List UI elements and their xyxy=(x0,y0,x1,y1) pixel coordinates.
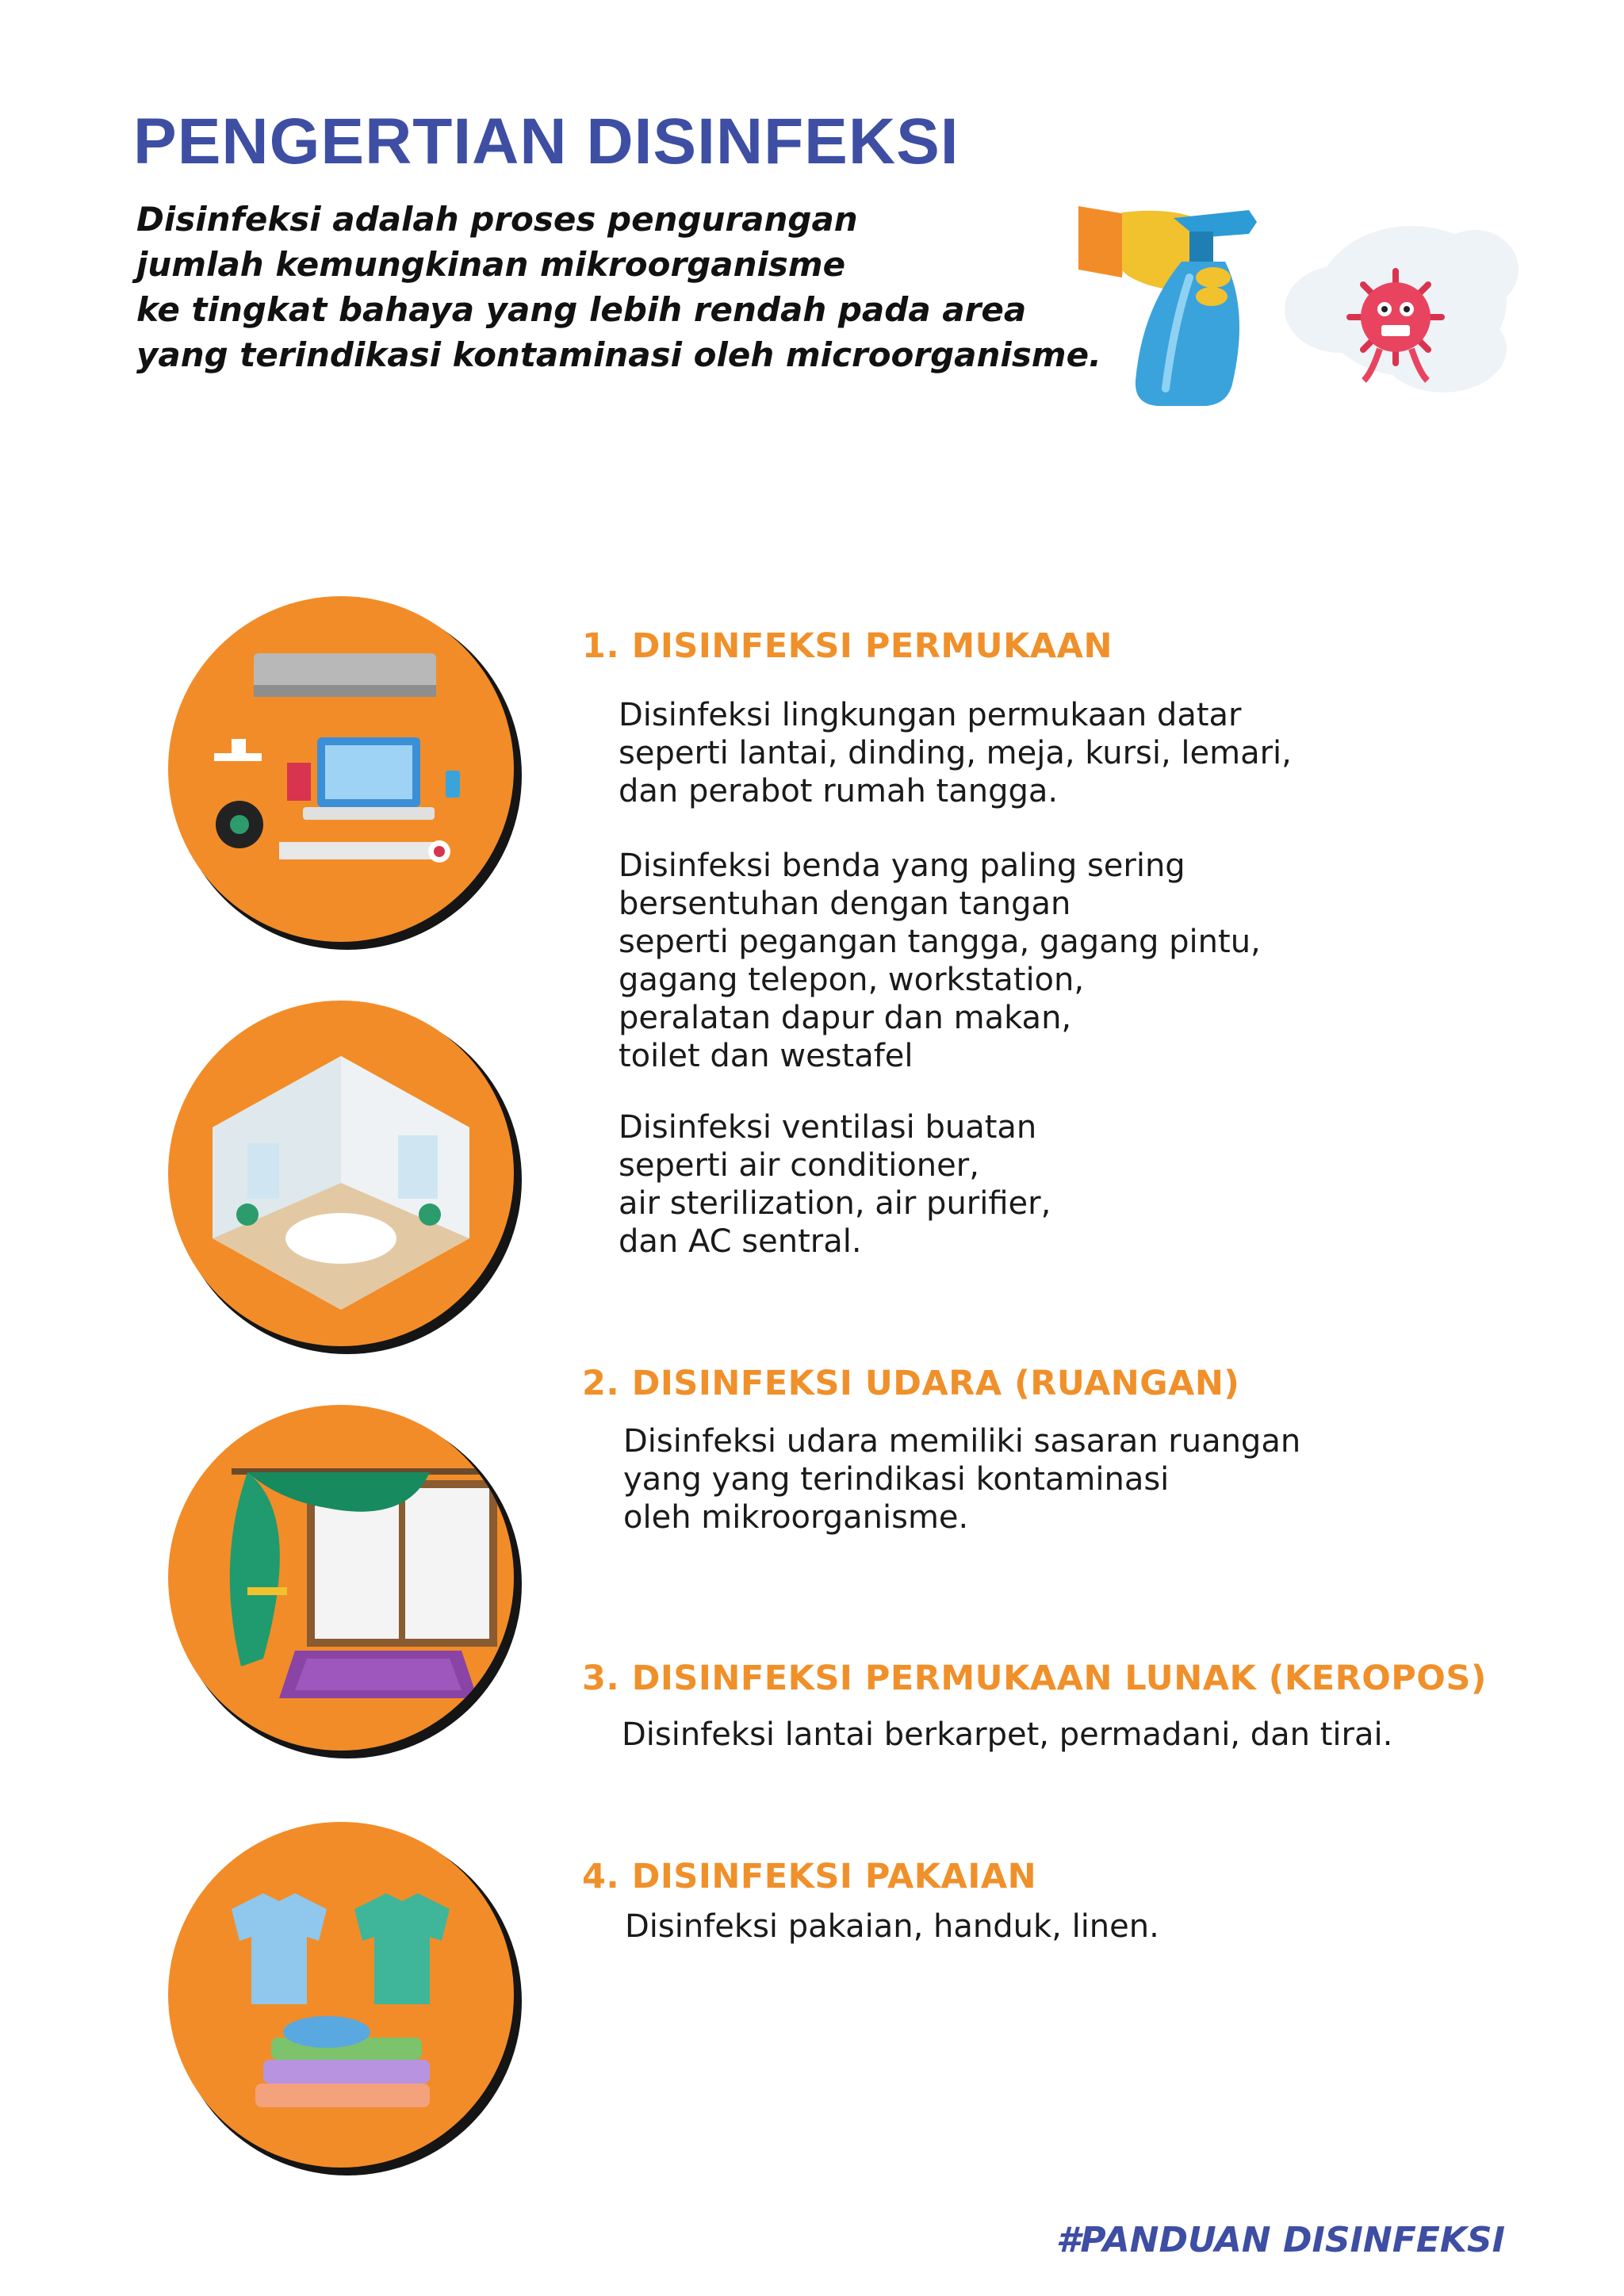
paragraph-line: yang yang terindikasi kontaminasi xyxy=(623,1461,1170,1498)
clothes-towels-icon xyxy=(168,1822,514,2168)
section-heading-udara: 2. DISINFEKSI UDARA (RUANGAN) xyxy=(582,1364,1240,1403)
paragraph-line: Disinfeksi lingkungan permukaan datar xyxy=(619,697,1242,733)
section-paragraph xyxy=(619,1108,1051,1261)
section-heading-pakaian: 4. DISINFEKSI PAKAIAN xyxy=(582,1857,1037,1896)
office-items-icon xyxy=(168,596,514,942)
intro-line: Disinfeksi adalah proses pengurangan xyxy=(136,200,858,239)
paragraph-line: dan perabot rumah tangga. xyxy=(619,773,1059,809)
footer-hashtag: #PANDUAN DISINFEKSI xyxy=(1055,2220,1505,2260)
section-paragraph xyxy=(625,1908,1159,1946)
section-paragraph xyxy=(619,847,1261,1075)
paragraph-line: seperti air conditioner, xyxy=(619,1147,979,1184)
section-paragraph xyxy=(622,1716,1392,1754)
section-paragraph xyxy=(623,1422,1300,1536)
room-interior-icon xyxy=(168,1001,514,1346)
paragraph-line: Disinfeksi udara memiliki sasaran ruangan xyxy=(623,1423,1301,1460)
section-heading-permukaan-lunak: 3. DISINFEKSI PERMUKAAN LUNAK (KEROPOS) xyxy=(582,1659,1487,1698)
paragraph-line: seperti lantai, dinding, meja, kursi, lemari, xyxy=(619,735,1292,771)
paragraph-line: toilet dan westafel xyxy=(619,1038,914,1074)
paragraph-line: Disinfeksi benda yang paling sering xyxy=(619,848,1185,884)
paragraph-line: oleh mikroorganisme. xyxy=(623,1499,969,1536)
paragraph-line: Disinfeksi lantai berkarpet, permadani, dan tirai. xyxy=(622,1716,1393,1753)
paragraph-line: Disinfeksi ventilasi buatan xyxy=(619,1109,1037,1146)
intro-line: yang terindikasi kontaminasi oleh microorganisme. xyxy=(136,335,1102,374)
spray-bottle-virus-icon xyxy=(1078,190,1522,428)
intro-line: ke tingkat bahaya yang lebih rendah pada area xyxy=(136,290,1027,329)
section-paragraph xyxy=(619,696,1292,810)
paragraph-line: air sterilization, air purifier, xyxy=(619,1185,1051,1222)
section-heading-permukaan: 1. DISINFEKSI PERMUKAAN xyxy=(582,626,1113,666)
paragraph-line: gagang telepon, workstation, xyxy=(619,962,1085,998)
paragraph-line: seperti pegangan tangga, gagang pintu, xyxy=(619,924,1261,960)
curtain-carpet-icon xyxy=(168,1405,514,1751)
page-title: PENGERTIAN DISINFEKSI xyxy=(133,105,959,178)
intro-line: jumlah kemungkinan mikroorganisme xyxy=(136,245,846,284)
paragraph-line: bersentuhan dengan tangan xyxy=(619,886,1071,922)
paragraph-line: peralatan dapur dan makan, xyxy=(619,1000,1072,1036)
paragraph-line: Disinfeksi pakaian, handuk, linen. xyxy=(625,1908,1159,1945)
paragraph-line: dan AC sentral. xyxy=(619,1223,862,1260)
intro-text xyxy=(136,197,1102,377)
